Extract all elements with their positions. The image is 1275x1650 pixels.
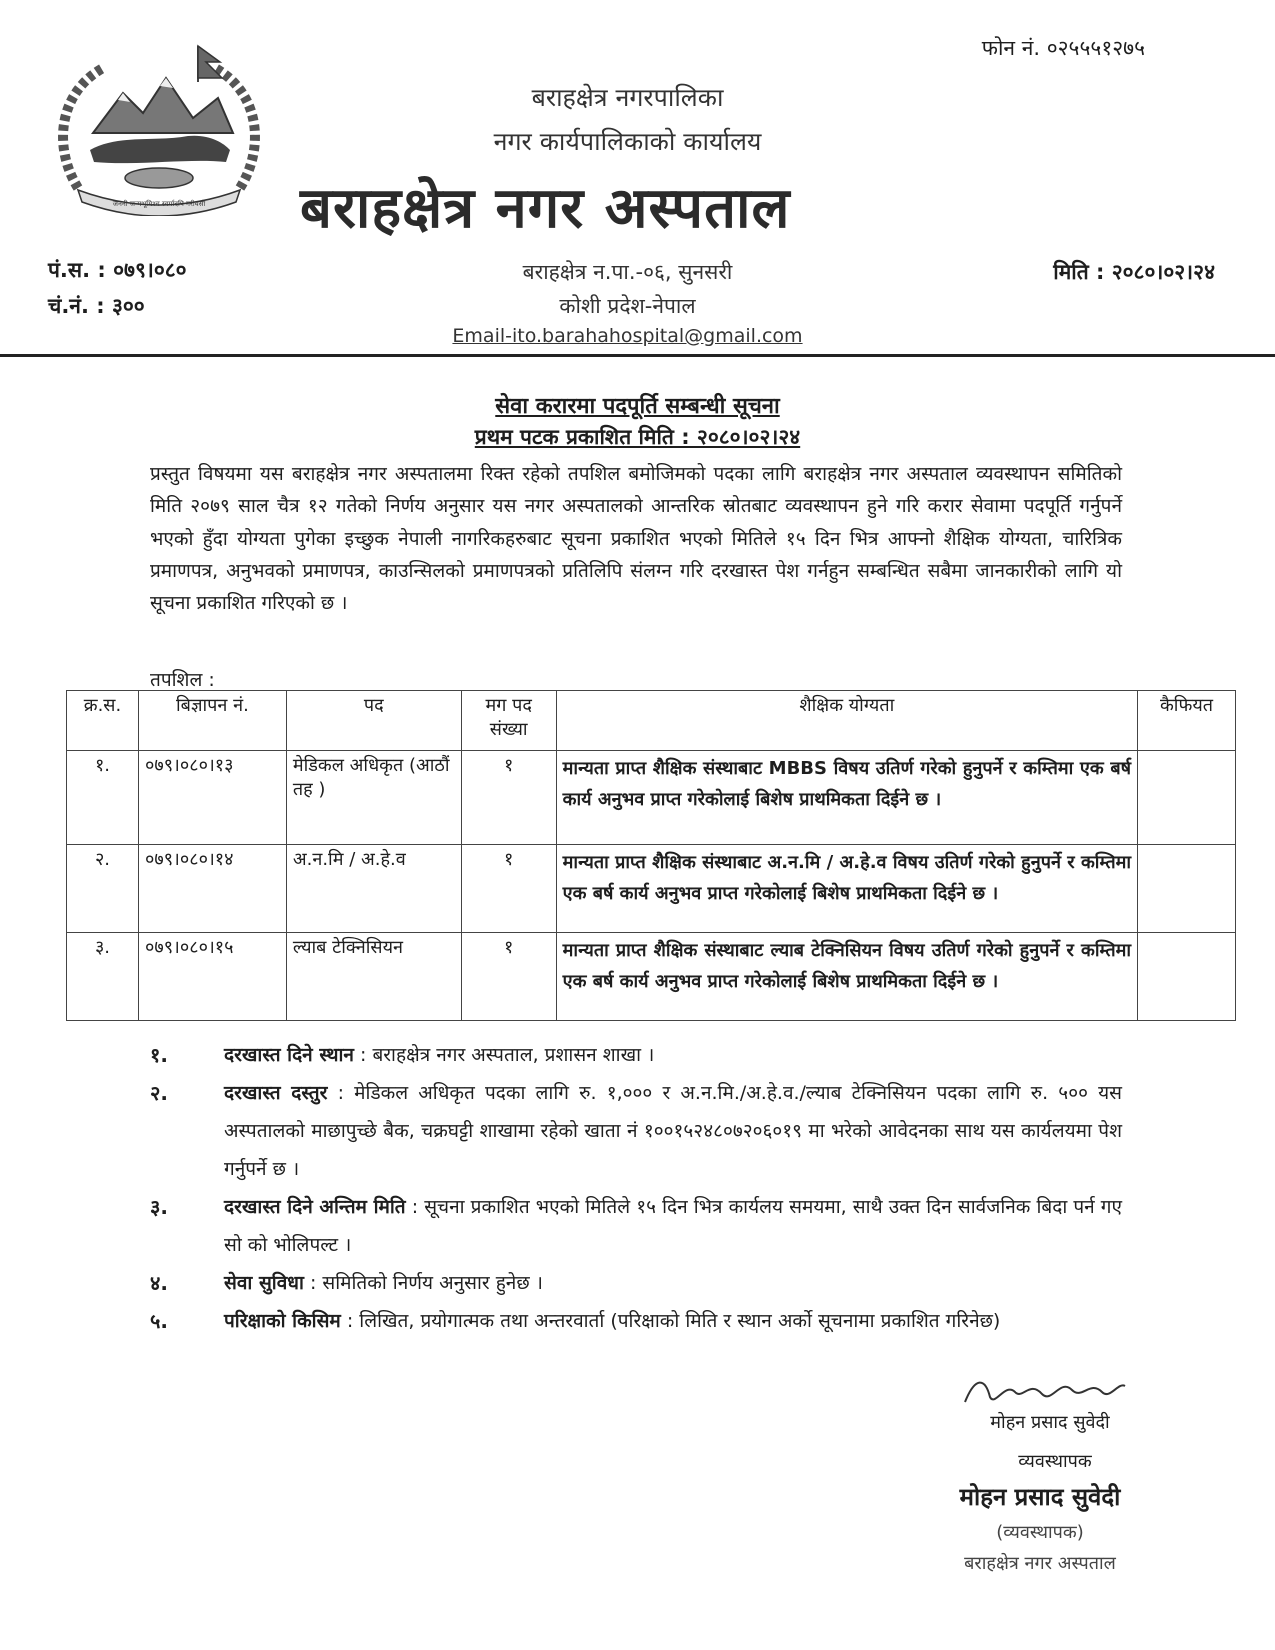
- address-line-1: बराहक्षेत्र न.पा.-०६, सुनसरी: [522, 260, 733, 284]
- table-row: [67, 933, 1236, 1021]
- header-ad-no: बिज्ञापन नं.: [138, 691, 286, 751]
- header-divider: [0, 354, 1275, 357]
- list-item: [150, 1074, 1122, 1188]
- letter-date: मिति : २०८०।०२।२४: [1053, 260, 1215, 284]
- signatory-role: व्यवस्थापक: [1018, 1451, 1092, 1472]
- published-date: प्रथम पटक प्रकाशित मिति : २०८०।०२।२४: [474, 425, 801, 449]
- clause-text: : सूचना प्रकाशित भएको मितिले १५ दिन भित्र कार्यलय समयमा, साथै उक्त दिन सार्वजनिक बिदा पर्न गए सो को भोलिपल्ट ।: [224, 1196, 1122, 1256]
- header-remarks: कैफियत: [1138, 691, 1236, 751]
- row-post: मेडिकल अधिकृत (आठौं तह ): [286, 751, 461, 845]
- clause-label: दरखास्त दस्तुर: [224, 1082, 328, 1104]
- nepal-emblem-icon: [48, 38, 270, 216]
- phone-number: फोन नं. ०२५५५१२७५: [981, 36, 1145, 60]
- clause-text: : लिखित, प्रयोगात्मक तथा अन्तरवार्ता (परिक्षाको मिति र स्थान अर्को सूचनामा प्रकाशित गरिनेछ): [346, 1310, 1001, 1332]
- details-label: तपशिल :: [150, 669, 215, 691]
- header-qualification: शैक्षिक योग्यता: [556, 691, 1137, 751]
- notice-title: सेवा करारमा पदपूर्ति सम्बन्धी सूचना: [495, 394, 780, 419]
- address-line-2: कोशी प्रदेश-नेपाल: [559, 294, 696, 318]
- row-remarks: [1138, 845, 1236, 933]
- row-sn: २.: [67, 845, 139, 933]
- clause-number: ४.: [150, 1271, 168, 1295]
- municipality-name: बराहक्षेत्र नगरपालिका: [531, 83, 724, 112]
- table-row: [67, 845, 1236, 933]
- list-item: [150, 1302, 1122, 1340]
- table-header-row: [67, 691, 1236, 751]
- row-qualification: मान्यता प्राप्त शैक्षिक संस्थाबाट MBBS विषय उतिर्ण गरेको हुनुपर्ने र कम्तिमा एक बर्ष कार्य अनुभव प्राप्त गरेकोलाई बिशेष प्राथमिकता दिईने छ ।: [556, 751, 1137, 845]
- list-item: [150, 1036, 1122, 1074]
- row-sn: ३.: [67, 933, 139, 1021]
- svg-text:जननी जन्मभूमिश्च स्वर्गादपि गर: जननी जन्मभूमिश्च स्वर्गादपि गरीयसी: [112, 200, 206, 208]
- row-sn: १.: [67, 751, 139, 845]
- clause-label: सेवा सुविधा: [224, 1272, 304, 1294]
- signature-scribble: [960, 1372, 1130, 1410]
- row-count: १: [461, 845, 556, 933]
- clause-number: ३.: [150, 1195, 168, 1219]
- header-sn: क्र.स.: [67, 691, 139, 751]
- intro-paragraph: प्रस्तुत विषयमा यस बराहक्षेत्र नगर अस्पतालमा रिक्त रहेको तपशिल बमोजिमको पदका लागि बराहक्षेत्र नगर अस्पताल व्यवस्थापन समितिको मिति २०७९ साल चैत्र १२ गतेको निर्णय अनुसार यस नगर अस्पतालको आन्तरिक स्रोतबाट व्यवस्थापन हुने गरि करार सेवामा पदपूर्ति गर्नुपर्ने भएको हुँदा योग्यता पुगेका इच्छुक नेपाली नागरिकहरुबाट सूचना प्रकाशित भएको मितिले १५ दिन भित्र आफ्नो शैक्षिक योग्यता, चारित्रिक प्रमाणपत्र, अनुभवको प्रमाणपत्र, काउन्सिलको प्रमाणपत्रको प्रतिलिपि संलग्न गरि दरखास्त पेश गर्नहुन सम्बन्धित सबैमा जानकारीको लागि यो सूचना प्रकाशित गरिएको छ ।: [150, 463, 1122, 615]
- clause-text: : समितिको निर्णय अनुसार हुनेछ ।: [309, 1272, 543, 1294]
- header-post: पद: [286, 691, 461, 751]
- table-row: [67, 751, 1236, 845]
- clause-text: : मेडिकल अधिकृत पदका लागि रु. १,००० र अ.न.मि./अ.हे.व./ल्याब टेक्निसियन पदका लागि रु. ५०० यस अस्पतालको माछापुच्छे बैक, चक्रघट्टी शाखामा रहेको खाता नं १००१५२४८०७२०६०१९ मा भरेको आवेदनका साथ यस कार्यलयमा पेश गर्नुपर्ने छ ।: [224, 1082, 1122, 1180]
- row-count: १: [461, 751, 556, 845]
- email-link[interactable]: Email-ito.barahahospital@gmail.com: [452, 325, 803, 347]
- row-ad-no: ०७९।०८०।१५: [138, 933, 286, 1021]
- stamp-organization: बराहक्षेत्र नगर अस्पताल: [964, 1553, 1116, 1574]
- list-item: [150, 1264, 1122, 1302]
- clause-number: ५.: [150, 1309, 168, 1333]
- office-name: नगर कार्यपालिकाको कार्यालय: [493, 127, 762, 156]
- row-remarks: [1138, 933, 1236, 1021]
- row-ad-no: ०७९।०८०।१४: [138, 845, 286, 933]
- row-post: ल्याब टेक्निसियन: [286, 933, 461, 1021]
- stamp-role: (व्यवस्थापक): [996, 1522, 1084, 1543]
- header-count: मग पद संख्या: [461, 691, 556, 751]
- clause-text: : बराहक्षेत्र नगर अस्पताल, प्रशासन शाखा ।: [360, 1044, 655, 1066]
- row-ad-no: ०७९।०८०।१३: [138, 751, 286, 845]
- stamp-name: मोहन प्रसाद सुवेदी: [959, 1483, 1121, 1511]
- clause-label: दरखास्त दिने अन्तिम मिति: [224, 1196, 406, 1218]
- clause-number: २.: [150, 1081, 168, 1105]
- clause-label: दरखास्त दिने स्थान: [224, 1044, 354, 1066]
- reference-number: पं.स. : ०७९।०८०: [48, 258, 187, 282]
- row-qualification: मान्यता प्राप्त शैक्षिक संस्थाबाट अ.न.मि / अ.हे.व विषय उतिर्ण गरेको हुनुपर्ने र कम्तिमा एक बर्ष कार्य अनुभव प्राप्त गरेकोलाई बिशेष प्राथमिकता दिईने छ ।: [556, 845, 1137, 933]
- clause-number: १.: [150, 1043, 168, 1067]
- conditions-list: [150, 1036, 1122, 1340]
- list-item: [150, 1188, 1122, 1264]
- row-qualification: मान्यता प्राप्त शैक्षिक संस्थाबाट ल्याब टेक्निसियन विषय उतिर्ण गरेको हुनुपर्ने र कम्तिमा एक बर्ष कार्य अनुभव प्राप्त गरेकोलाई बिशेष प्राथमिकता दिईने छ ।: [556, 933, 1137, 1021]
- hospital-name: बराहक्षेत्र नगर अस्पताल: [300, 176, 791, 241]
- signatory-name: मोहन प्रसाद सुवेदी: [990, 1412, 1110, 1433]
- row-post: अ.न.मि / अ.हे.व: [286, 845, 461, 933]
- dispatch-number: चं.नं. : ३००: [48, 294, 145, 318]
- vacancy-table: [66, 690, 1236, 1021]
- row-remarks: [1138, 751, 1236, 845]
- row-count: १: [461, 933, 556, 1021]
- clause-label: परिक्षाको किसिम: [224, 1310, 341, 1332]
